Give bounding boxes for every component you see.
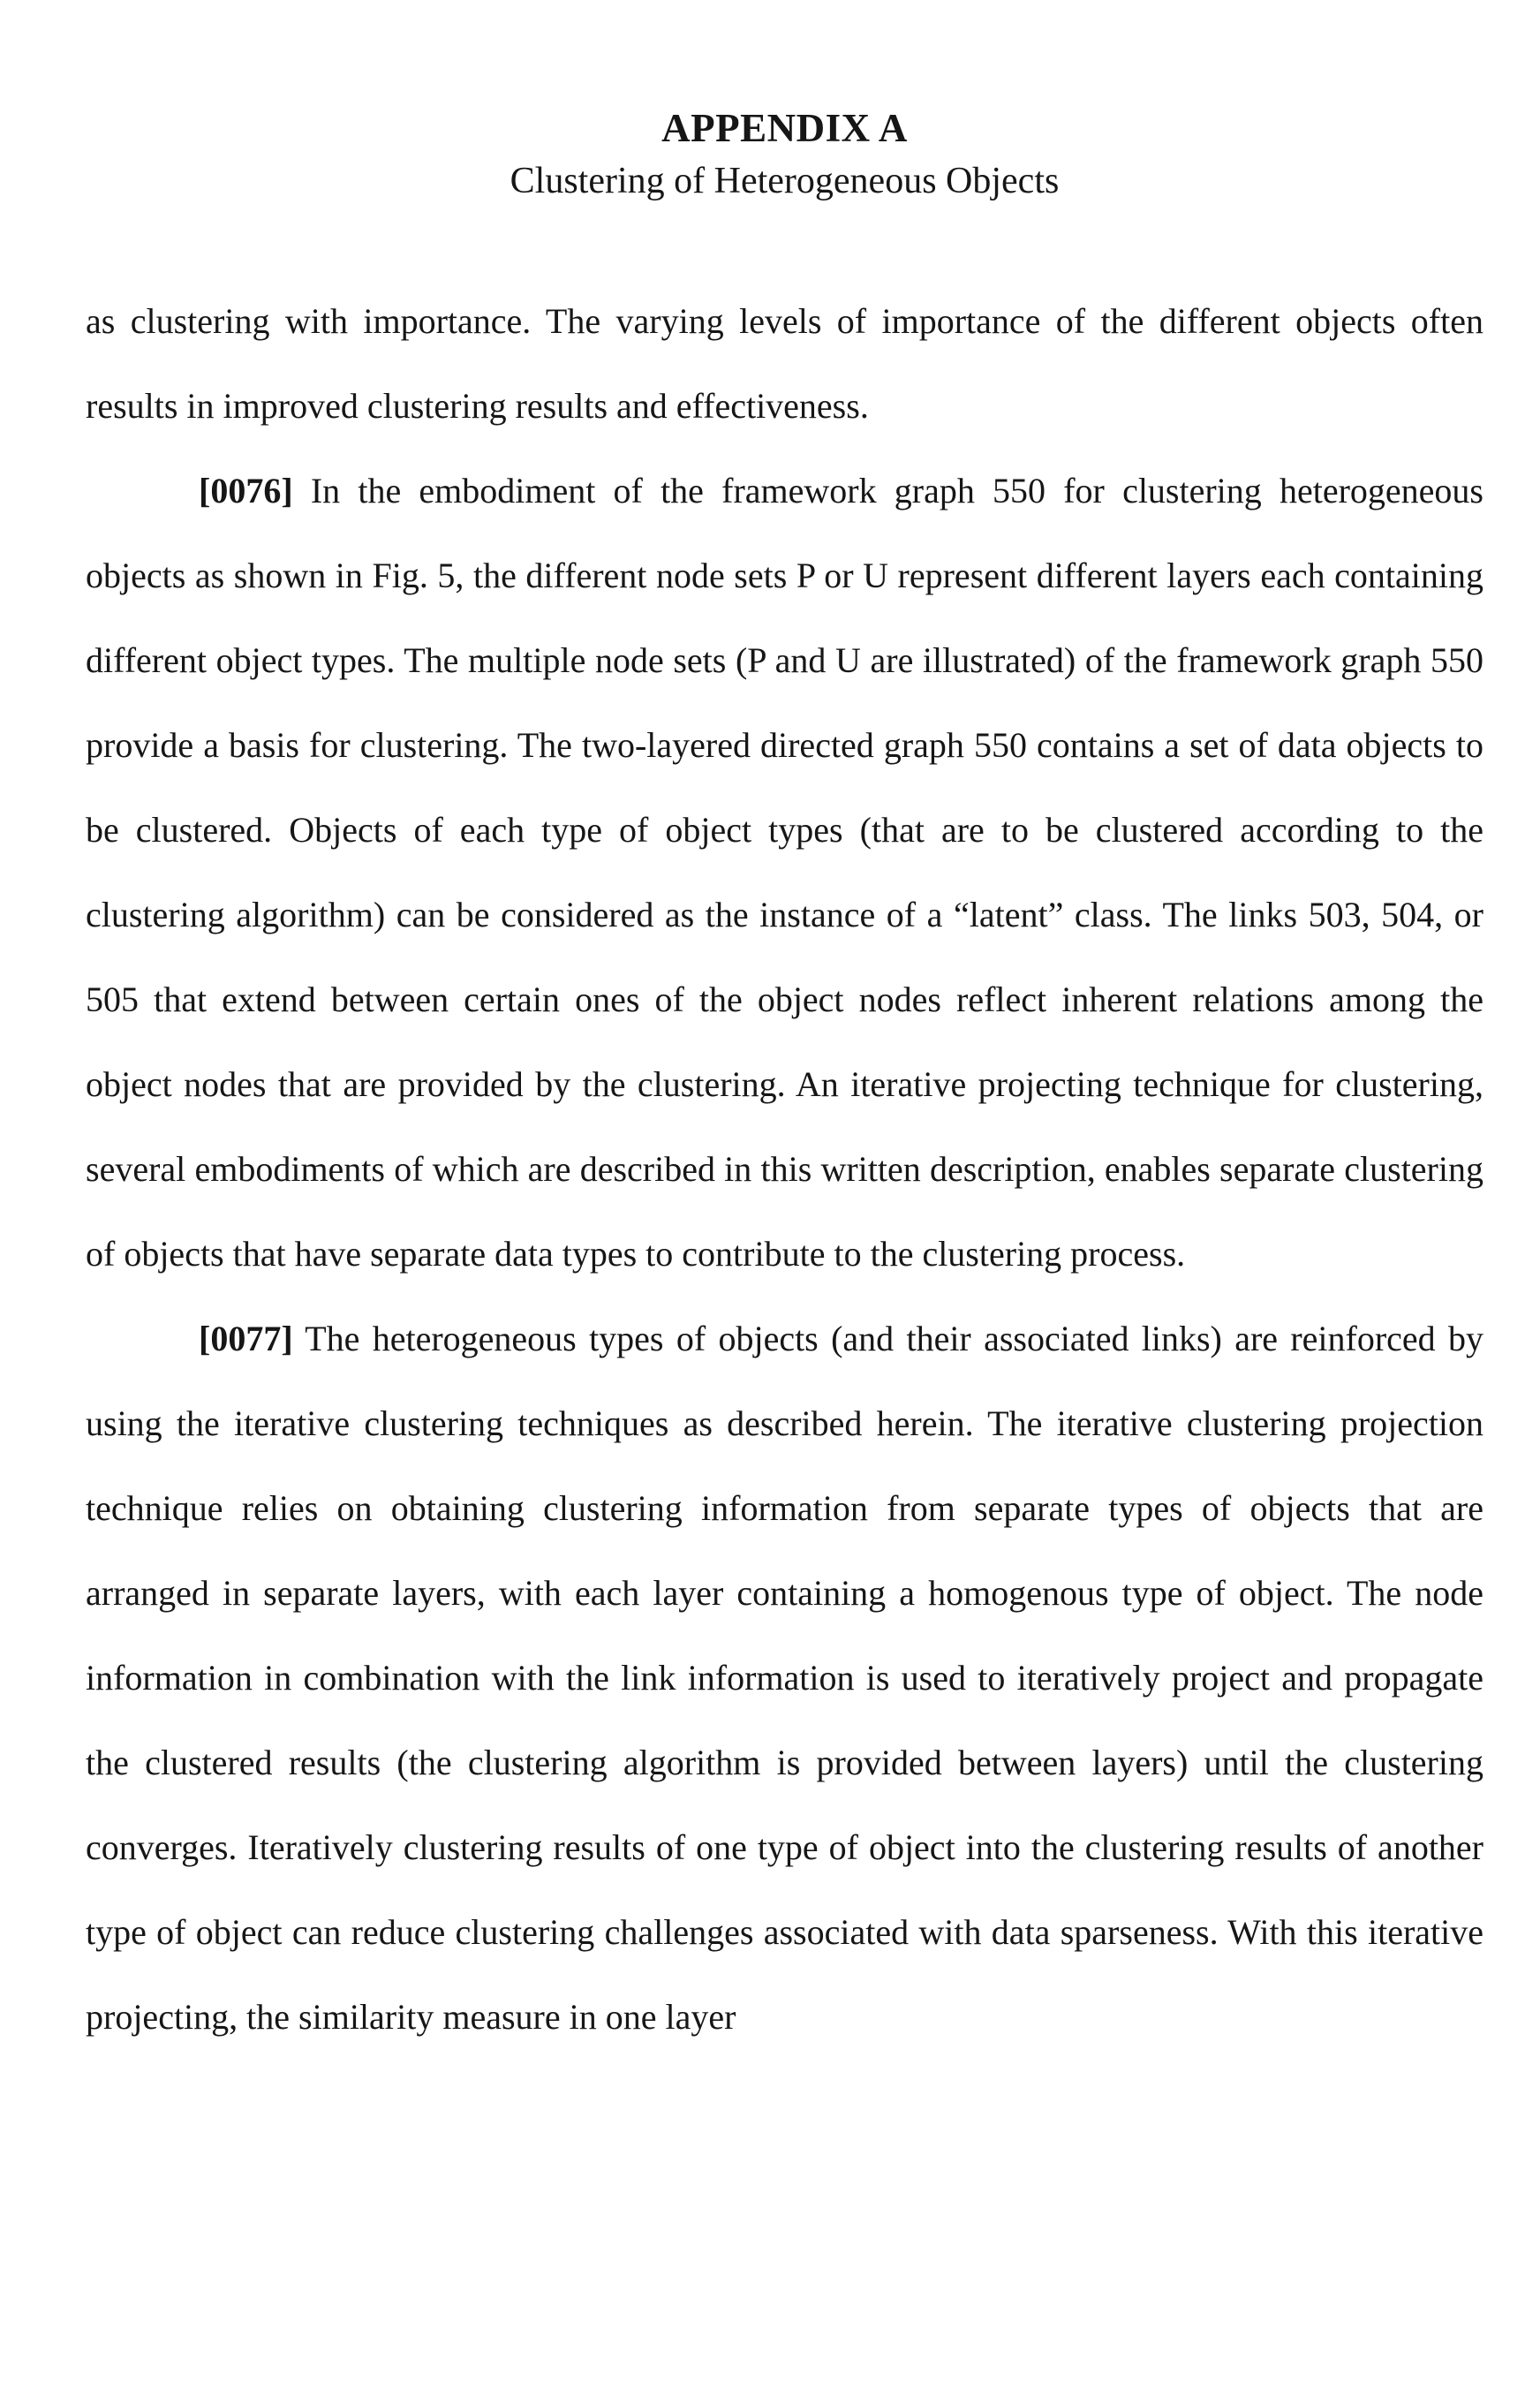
paragraph-0077 xyxy=(86,1297,1483,2060)
appendix-title: APPENDIX A xyxy=(661,106,908,150)
paragraph-0076 xyxy=(86,449,1483,1297)
appendix-subtitle: Clustering of Heterogeneous Objects xyxy=(510,161,1060,201)
paragraph-text: In the embodiment of the framework graph 550 for clustering heterogeneous objects as shown in Fig. 5, the different node sets P or U represent different layers each containing different object types. The multiple node sets (P and U are illustrated) of the framework graph 550 provide a basis for clustering. The two-layered directed graph 550 contains a set of data objects to be clustered. Objects of each type of object types (that are to be clustered according to the clustering algorithm) can be considered as the instance of a “latent” class. The links 503, 504, or 505 that extend between certain ones of the object nodes reflect inherent relations among the object nodes that are provided by the clustering. An iterative projecting technique for clustering, several embodiments of which are described in this written description, enables separate clustering of objects that have separate data types to contribute to the clustering process. xyxy=(86,471,1484,1274)
document-body xyxy=(86,279,1483,2060)
paragraph-text: The heterogeneous types of objects (and their associated links) are reinforced by using the iterative clustering techniques as described herein. The iterative clustering projection technique relies on obtaining clustering information from separate types of objects that are arranged in separate layers, with each layer containing a homogenous type of object. The node information in combination with the link information is used to iteratively project and propagate the clustered results (the clustering algorithm is provided between layers) until the clustering converges. Iteratively clustering results of one type of object into the clustering results of another type of object can reduce clustering challenges associated with data sparseness. With this iterative projecting, the similarity measure in one layer xyxy=(86,1319,1483,2038)
paragraph-continuation xyxy=(86,279,1483,449)
paragraph-text: as clustering with importance. The varying levels of importance of the different objects often results in improved clustering results and effectiveness. xyxy=(86,301,1483,427)
paragraph-number-0077: [0077] xyxy=(199,1319,293,1359)
paragraph-number-0076: [0076] xyxy=(199,471,293,511)
document-header xyxy=(86,104,1483,203)
